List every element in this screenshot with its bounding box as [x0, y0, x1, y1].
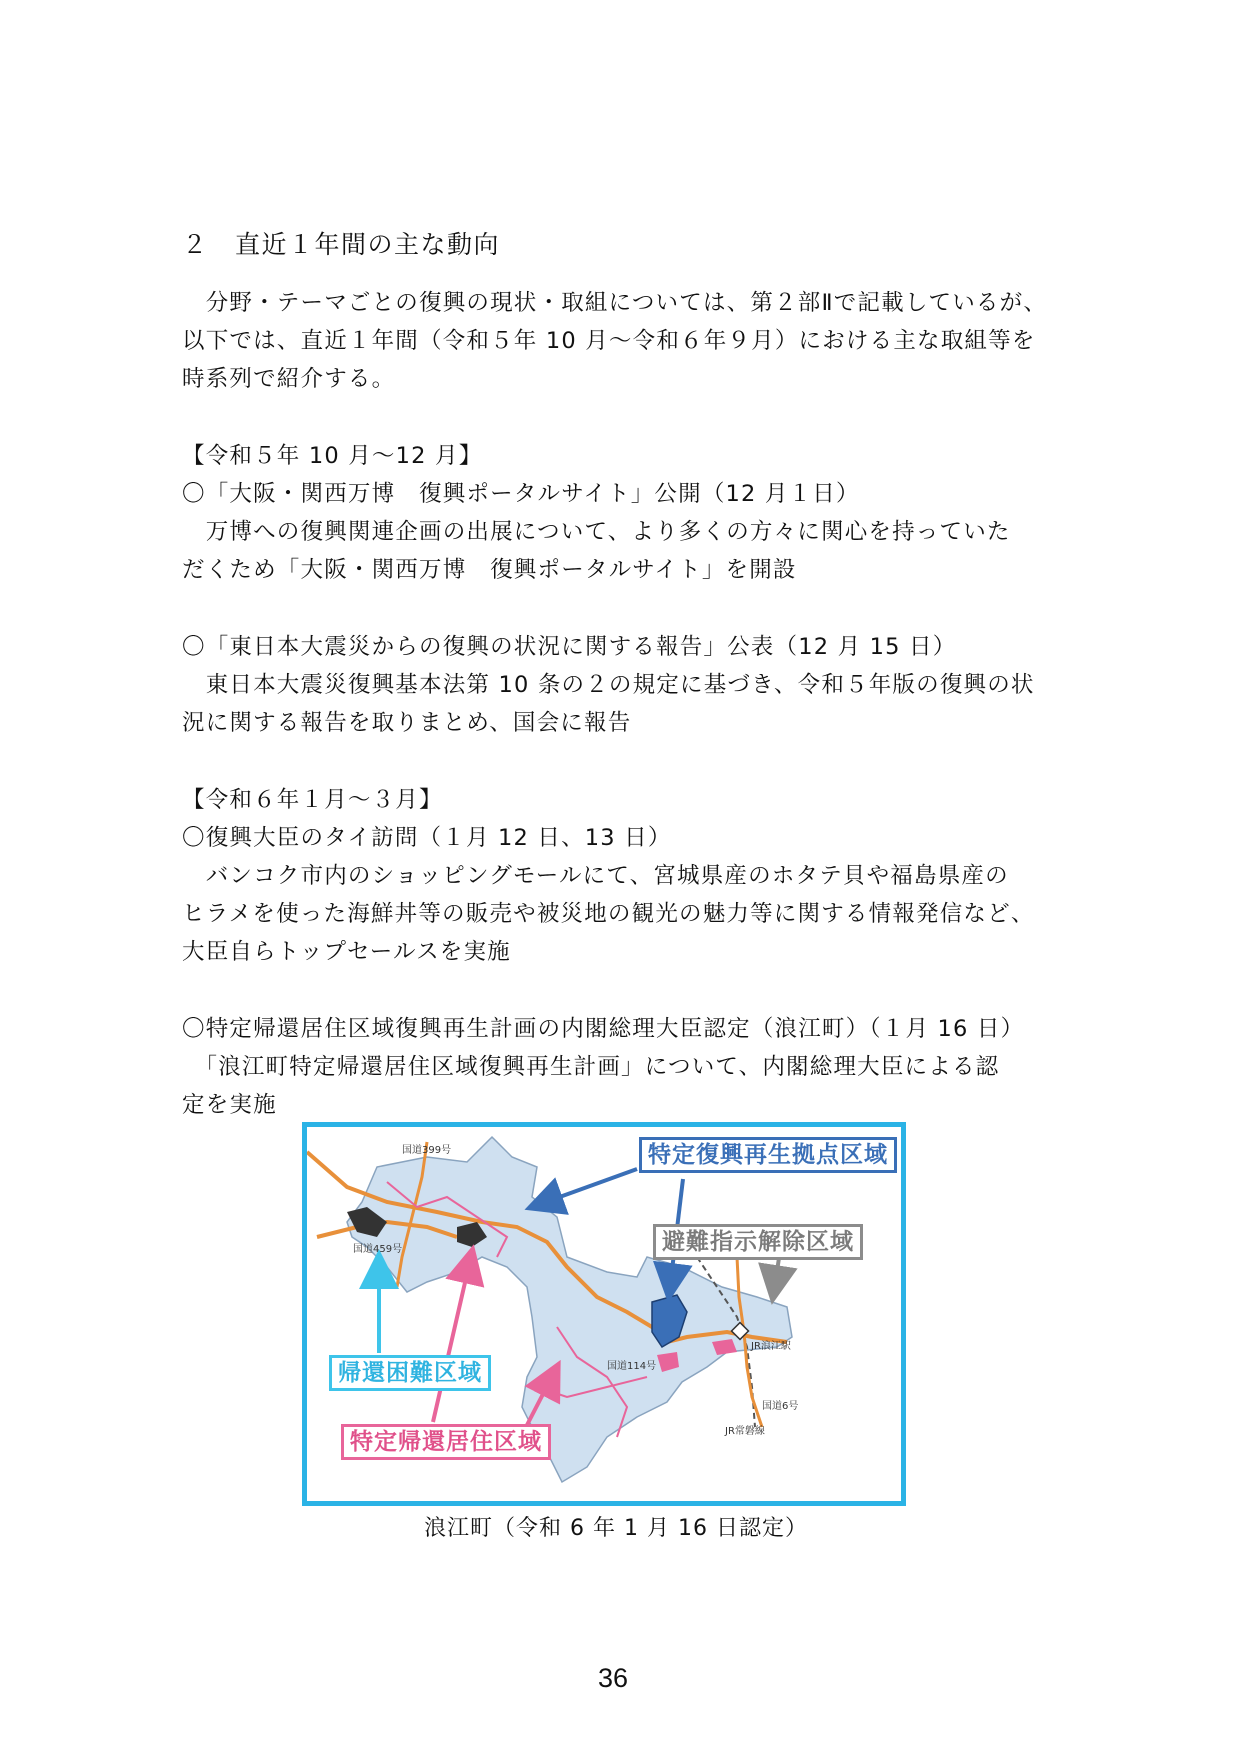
- legend-tokutei-kyoten: 特定復興再生拠点区域: [639, 1137, 897, 1173]
- road-label: 国道6号: [762, 1401, 799, 1412]
- item-body: バンコク市内のショッピングモールにて、宮城県産のホタテ貝や福島県産の: [182, 863, 1009, 889]
- item-body: 定を実施: [182, 1092, 277, 1118]
- road-label: 国道459号: [353, 1244, 403, 1255]
- rail-label: JR常磐線: [725, 1426, 765, 1437]
- road-label: 国道399号: [402, 1145, 452, 1156]
- item-body: 万博への復興関連企画の出展について、より多くの方々に関心を持っていた: [182, 519, 1011, 545]
- item-body: 況に関する報告を取りまとめ、国会に報告: [182, 710, 632, 736]
- item-title: 〇「東日本大震災からの復興の状況に関する報告」公表（12 月 15 日）: [182, 634, 957, 660]
- item-title: 〇「大阪・関西万博 復興ポータルサイト」公開（12 月１日）: [182, 481, 860, 507]
- item-body: 大臣自らトップセールスを実施: [182, 939, 511, 965]
- item-body: だくため「大阪・関西万博 復興ポータルサイト」を開設: [182, 557, 797, 583]
- section-heading: ２ 直近１年間の主な動向: [182, 230, 501, 259]
- item-body: 東日本大震災復興基本法第 10 条の２の規定に基づき、令和５年版の復興の状: [182, 672, 1035, 698]
- page-number: 36: [598, 1663, 629, 1693]
- item-title: 〇特定帰還居住区域復興再生計画の内閣総理大臣認定（浪江町）（１月 16 日）: [182, 1016, 1025, 1042]
- station-label: JR浪江駅: [751, 1341, 791, 1352]
- road-label: 国道114号: [607, 1361, 657, 1372]
- intro-line: 時系列で紹介する。: [182, 366, 396, 392]
- item-body: 「浪江町特定帰還居住区域復興再生計画」について、内閣総理大臣による認: [182, 1054, 1000, 1080]
- intro-line: 分野・テーマごとの復興の現状・取組については、第２部Ⅱで記載しているが、: [182, 290, 1048, 316]
- period-label: 【令和５年 10 月～12 月】: [182, 443, 483, 469]
- figure-caption: 浪江町（令和 6 年 1 月 16 日認定）: [424, 1516, 808, 1541]
- legend-kikan-konnan: 帰還困難区域: [329, 1355, 491, 1391]
- item-body: ヒラメを使った海鮮丼等の販売や被災地の観光の魅力等に関する情報発信など、: [182, 901, 1035, 927]
- legend-hinan-kaijo: 避難指示解除区域: [653, 1224, 863, 1260]
- item-title: 〇復興大臣のタイ訪問（１月 12 日、13 日）: [182, 825, 672, 851]
- intro-line: 以下では、直近１年間（令和５年 10 月～令和６年９月）における主な取組等を: [182, 328, 1036, 354]
- legend-tokutei-kikan: 特定帰還居住区域: [341, 1424, 551, 1460]
- namie-map: [302, 1122, 906, 1506]
- period-label: 【令和６年１月～３月】: [182, 787, 443, 813]
